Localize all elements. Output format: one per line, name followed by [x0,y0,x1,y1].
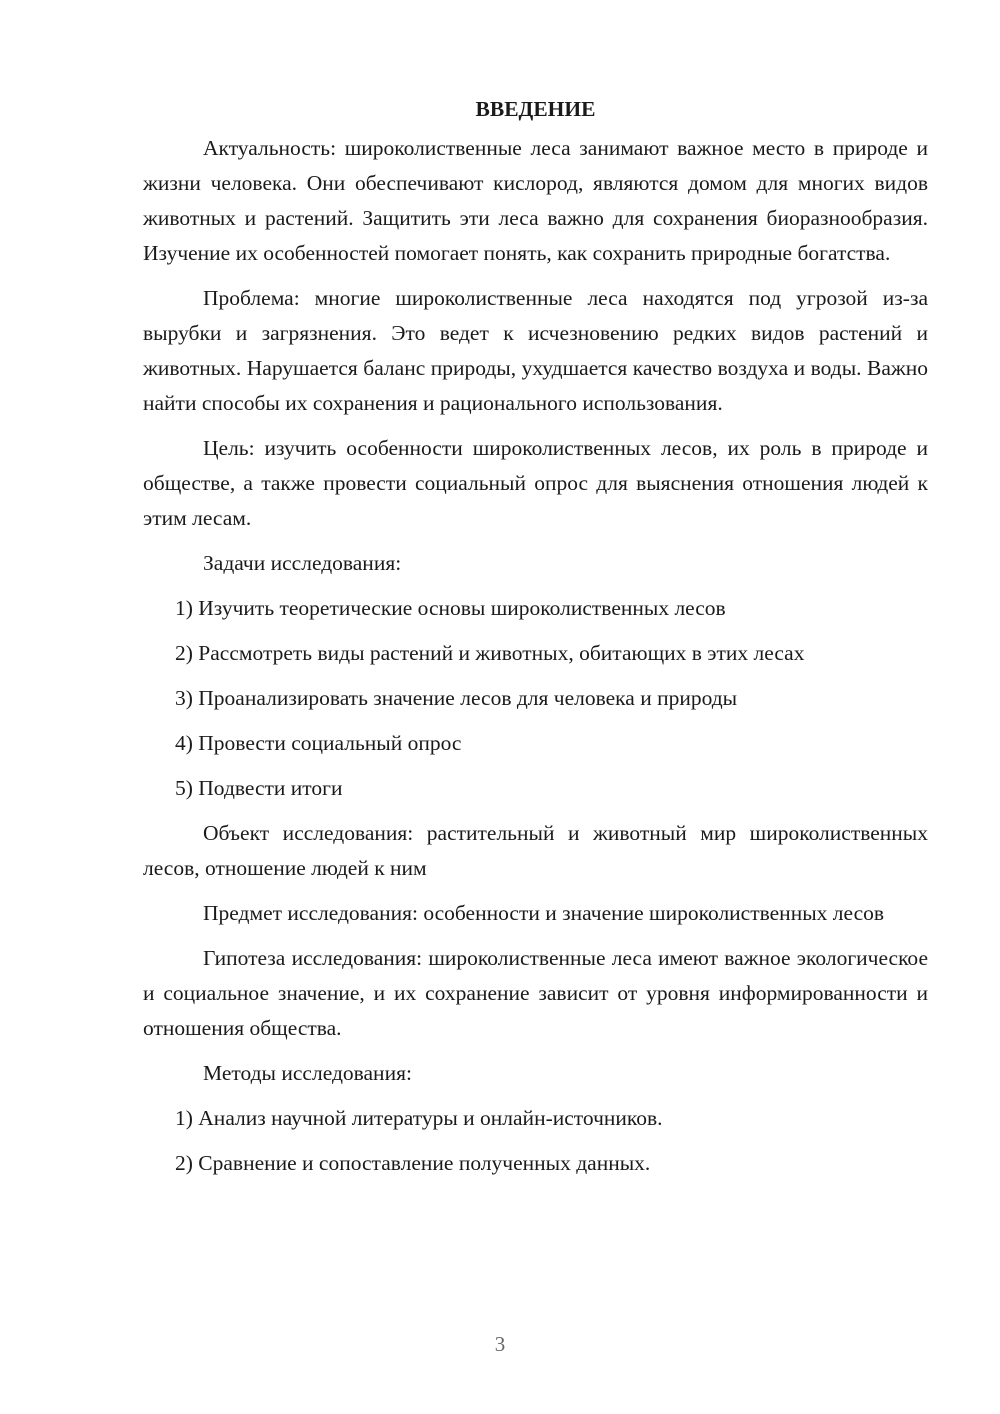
hypothesis-paragraph: Гипотеза исследования: широколиственные леса имеют важное экологическое и социальное значение, и их сохранение зависит от уровня информированности и отношения общества. [143,946,928,1040]
section-heading: ВВЕДЕНИЕ [475,97,596,121]
document-page [143,92,928,1191]
method-item-2: 2) Сравнение и сопоставление полученных данных. [175,1151,651,1175]
task-item-5: 5) Подвести итоги [175,776,343,800]
task-item-4: 4) Провести социальный опрос [175,731,462,755]
task-item-3: 3) Проанализировать значение лесов для человека и природы [175,686,738,710]
task-item-1: 1) Изучить теоретические основы широколиственных лесов [175,596,726,620]
object-paragraph: Объект исследования: растительный и животный мир широколиственных лесов, отношение людей к ним [143,821,928,880]
methods-title: Методы исследования: [203,1061,412,1085]
problem-paragraph: Проблема: многие широколиственные леса находятся под угрозой из-за вырубки и загрязнения. Это ведет к исчезновению редких видов растений и животных. Нарушается баланс природы, ухудшается качество воздуха и воды. Важно найти способы их сохранения и рационального использования. [143,286,928,415]
task-item-2: 2) Рассмотреть виды растений и животных, обитающих в этих лесах [175,641,805,665]
subject-paragraph: Предмет исследования: особенности и значение широколиственных лесов [203,901,885,925]
relevance-paragraph: Актуальность: широколиственные леса занимают важное место в природе и жизни человека. Они обеспечивают кислород, являются домом для многих видов животных и растений. Защитить эти леса важно для сохранения биоразнообразия. Изучение их особенностей помогает понять, как сохранить природные богатства. [143,136,928,265]
page-number: 3 [494,1332,506,1356]
goal-paragraph: Цель: изучить особенности широколиственных лесов, их роль в природе и обществе, а также провести социальный опрос для выяснения отношения людей к этим лесам. [143,436,928,530]
tasks-title: Задачи исследования: [203,551,402,575]
method-item-1: 1) Анализ научной литературы и онлайн-источников. [175,1106,663,1130]
